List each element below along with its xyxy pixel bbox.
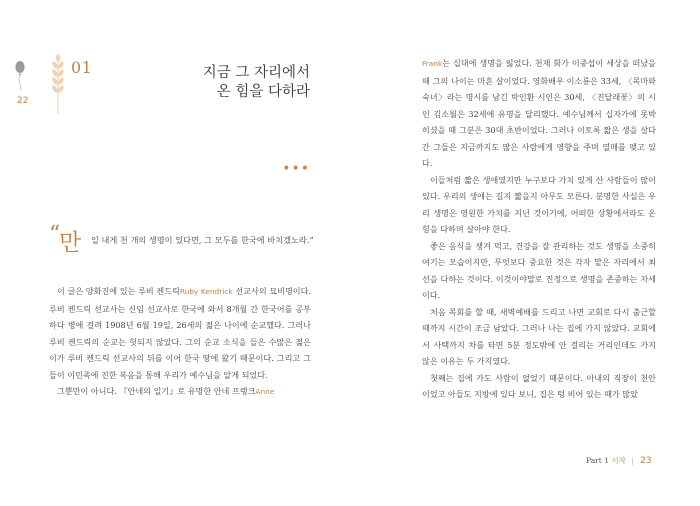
footer-part: Part 1 <box>586 456 609 465</box>
right-page <box>350 0 700 506</box>
body-text-left <box>49 283 311 401</box>
body-paragraph <box>422 172 656 238</box>
running-footer <box>586 455 652 466</box>
text-run: 선교사의 묘비명이다. 루비 켄드릭 선교사는 신임 선교사로 한국에 와서 8개월 간 한국어를 공부하다 병에 걸려 1908년 6월 19일, 26세의 젊은 나이에 순교했다. 그러나 루비 켄드릭의 순교는 헛되지 않았다. 그의 순교 소식을 들은 수많은 젊은이가 루비 켄드릭 선교사의 뒤를 이어 한국 땅에 왔기 때문이다. 그리고 그들이 이민족에 진한 복음을 통해 우리가 예수님을 알게 되었다. <box>49 286 311 380</box>
chapter-title <box>203 64 310 102</box>
chapter-number: 01 <box>71 58 93 77</box>
page-number-left: 22 <box>17 96 29 106</box>
balloon-icon <box>14 60 26 90</box>
text-run: 는 십대에 생명을 잃었다. 천재 화가 이중섭이 세상을 떠났을 때 그의 나이는 마흔 살이었다. 영화배우 이소룡은 33세, 〈목마와 숙녀〉라는 명시를 남긴 박인환 시인은 30세, 〈진달래꽃〉의 시인 김소월은 32세에 유명을 달리했다. 예수님께서 십자가에 못박히셨을 때 그분은 30대 초반이었다. 그러나 이토록 짧은 생을 살다 간 그들은 지금까지도 많은 사람에게 영향을 주며 열매를 맺고 있다. <box>422 58 656 168</box>
quote-text: 일 내게 천 개의 생명이 있다면, 그 모두를 한국에 바치겠노라.” <box>91 235 314 245</box>
body-paragraph <box>422 304 656 370</box>
quote-drop-char: 만 <box>59 230 82 256</box>
chapter-title-line-1: 지금 그 자리에서 <box>202 65 310 81</box>
text-run: 좋은 음식을 챙겨 먹고, 건강을 잘 관리하는 것도 생명을 소중히 여기는 모습이지만, 무엇보다 중요한 것은 각자 맡은 자리에서 최선을 다하는 것이다. 이것이야말로 진정으로 생명을 존중하는 자세이다. <box>422 240 656 300</box>
footer-chapter: 시작 <box>611 456 626 465</box>
body-paragraph <box>49 283 311 383</box>
body-paragraph <box>49 383 311 401</box>
text-run: 그뿐만이 아니다. 『안네의 일기』로 유명한 안네 프랭크 <box>57 386 256 396</box>
footer-separator: | <box>631 456 634 465</box>
body-paragraph <box>422 55 656 172</box>
latin-name-run: Ruby Kendrick <box>179 287 233 296</box>
text-run: 이 글은 양화진에 있는 루비 켄드릭 <box>57 286 180 296</box>
wheat-icon <box>48 52 68 114</box>
text-run: 처음 목회를 할 때, 새벽예배를 드리고 나면 교회로 다시 출근할 때까지 시간이 조금 남았다. 그러나 나는 집에 가지 않았다. 교회에서 사택까지 차를 타면 5분 정도밖에 안 걸리는 거리인데도 가지 않은 이유는 두 가지였다. <box>422 306 656 366</box>
body-paragraph <box>422 370 656 403</box>
text-run: 이들처럼 짧은 생애였지만 누구보다 가치 있게 산 사람들이 많이 있다. 우리의 생애는 길지 짧을지 아무도 모른다. 분명한 사실은 우리 생명은 영원한 가치를 지닌 것이기에, 어떠한 상황에서라도 온 힘을 다하며 살아야 한다. <box>422 174 656 234</box>
latin-name-run: Anne <box>255 387 275 396</box>
quote-open-mark: “ <box>49 222 61 247</box>
page-number-right: 23 <box>640 456 652 466</box>
latin-name-run: Frank <box>422 59 443 68</box>
body-text-right <box>422 55 656 403</box>
body-paragraph <box>422 238 656 304</box>
chapter-title-line-2: 온 힘을 다하라 <box>216 84 310 100</box>
text-run: 첫째는 집에 가도 사람이 없었기 때문이다. 아내의 직장이 천안이었고 아들도 지방에 있다 보니, 집은 텅 비어 있는 때가 많았 <box>422 372 656 399</box>
ornament-dots: ••• <box>282 161 310 177</box>
